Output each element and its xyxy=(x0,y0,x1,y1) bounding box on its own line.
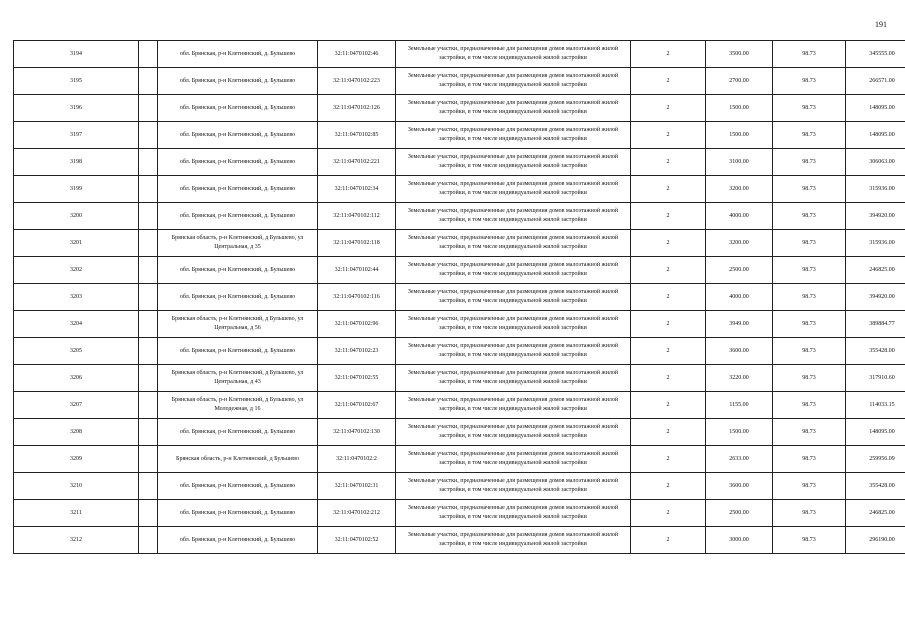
cell-group: 2 xyxy=(631,473,706,500)
cell-group: 2 xyxy=(631,176,706,203)
cell-row-number: 3195 xyxy=(14,68,139,95)
cell-address: Брянская область, р-н Клетнянский, д Бульшево xyxy=(158,446,318,473)
table-row xyxy=(14,257,905,284)
cell-row-number: 3206 xyxy=(14,365,139,392)
cell-group: 2 xyxy=(631,203,706,230)
cell-cadastral-value: 355428.00 xyxy=(846,338,905,365)
cell-address: обл. Брянская, р-н Клетнянский, д. Бульшево xyxy=(158,284,318,311)
cell-permitted-use: Земельные участки, предназначенные для размещения домов малоэтажной жилой застройки, в том числе индивидуальной жилой застройки xyxy=(396,203,631,230)
cell-specific-value: 98.73 xyxy=(773,68,846,95)
cell-spacer xyxy=(139,311,158,338)
cell-specific-value: 98.73 xyxy=(773,311,846,338)
cell-cadastral-value: 148095.00 xyxy=(846,95,905,122)
cell-permitted-use: Земельные участки, предназначенные для размещения домов малоэтажной жилой застройки, в том числе индивидуальной жилой застройки xyxy=(396,473,631,500)
cell-cadastral-value: 306063.00 xyxy=(846,149,905,176)
cell-group: 2 xyxy=(631,284,706,311)
cell-specific-value: 98.73 xyxy=(773,527,846,554)
cell-spacer xyxy=(139,149,158,176)
cell-cadastral-number: 32:11:0470102:34 xyxy=(318,176,396,203)
cell-spacer xyxy=(139,473,158,500)
cell-row-number: 3202 xyxy=(14,257,139,284)
cell-specific-value: 98.73 xyxy=(773,257,846,284)
cell-cadastral-number: 32:11:0470102:55 xyxy=(318,365,396,392)
cell-spacer xyxy=(139,230,158,257)
cell-cadastral-value: 148095.00 xyxy=(846,122,905,149)
cell-area: 1155.00 xyxy=(706,392,773,419)
cell-permitted-use: Земельные участки, предназначенные для размещения домов малоэтажной жилой застройки, в том числе индивидуальной жилой застройки xyxy=(396,230,631,257)
cell-cadastral-value: 148095.00 xyxy=(846,419,905,446)
cell-spacer xyxy=(139,527,158,554)
cell-area: 2633.00 xyxy=(706,446,773,473)
cell-address: обл. Брянская, р-н Клетнянский, д. Бульшево xyxy=(158,203,318,230)
cell-cadastral-number: 32:11:0470102:118 xyxy=(318,230,396,257)
cell-cadastral-value: 355428.00 xyxy=(846,473,905,500)
cell-permitted-use: Земельные участки, предназначенные для размещения домов малоэтажной жилой застройки, в том числе индивидуальной жилой застройки xyxy=(396,311,631,338)
cell-area: 3100.00 xyxy=(706,149,773,176)
cell-spacer xyxy=(139,176,158,203)
cell-cadastral-number: 32:11:0470102:130 xyxy=(318,419,396,446)
cell-group: 2 xyxy=(631,257,706,284)
cell-address: обл. Брянская, р-н Клетнянский, д. Бульшево xyxy=(158,95,318,122)
cell-permitted-use: Земельные участки, предназначенные для размещения домов малоэтажной жилой застройки, в том числе индивидуальной жилой застройки xyxy=(396,284,631,311)
cell-address: Брянская область, р-н Клетнянский, д Бульшево, ул Молодежная, д 16 xyxy=(158,392,318,419)
table-row xyxy=(14,338,905,365)
cell-cadastral-value: 315936.00 xyxy=(846,176,905,203)
cell-cadastral-value: 246825.00 xyxy=(846,500,905,527)
cell-permitted-use: Земельные участки, предназначенные для размещения домов малоэтажной жилой застройки, в том числе индивидуальной жилой застройки xyxy=(396,176,631,203)
cell-cadastral-number: 32:11:0470102:212 xyxy=(318,500,396,527)
cell-spacer xyxy=(139,500,158,527)
cell-cadastral-number: 32:11:0470102:223 xyxy=(318,68,396,95)
table-row xyxy=(14,473,905,500)
cell-area: 3200.00 xyxy=(706,176,773,203)
cell-specific-value: 98.73 xyxy=(773,446,846,473)
cell-spacer xyxy=(139,257,158,284)
cell-cadastral-number: 32:11:0470102:67 xyxy=(318,392,396,419)
cell-group: 2 xyxy=(631,311,706,338)
cell-group: 2 xyxy=(631,527,706,554)
cell-cadastral-value: 394920.00 xyxy=(846,284,905,311)
cell-group: 2 xyxy=(631,95,706,122)
cell-row-number: 3208 xyxy=(14,419,139,446)
cell-spacer xyxy=(139,95,158,122)
cell-permitted-use: Земельные участки, предназначенные для размещения домов малоэтажной жилой застройки, в том числе индивидуальной жилой застройки xyxy=(396,149,631,176)
cell-row-number: 3212 xyxy=(14,527,139,554)
cell-spacer xyxy=(139,122,158,149)
cell-address: обл. Брянская, р-н Клетнянский, д. Бульшево xyxy=(158,338,318,365)
cell-spacer xyxy=(139,338,158,365)
cell-cadastral-number: 32:11:0470102:31 xyxy=(318,473,396,500)
page-number: 191 xyxy=(875,20,887,29)
cell-specific-value: 98.73 xyxy=(773,176,846,203)
cell-cadastral-value: 345555.00 xyxy=(846,41,905,68)
cell-cadastral-number: 32:11:0470102:85 xyxy=(318,122,396,149)
cell-area: 1500.00 xyxy=(706,122,773,149)
cell-address: обл. Брянская, р-н Клетнянский, д. Бульшево xyxy=(158,149,318,176)
table-row xyxy=(14,392,905,419)
cell-area: 1500.00 xyxy=(706,95,773,122)
cell-spacer xyxy=(139,365,158,392)
cell-cadastral-number: 32:11:0470102:221 xyxy=(318,149,396,176)
cell-permitted-use: Земельные участки, предназначенные для размещения домов малоэтажной жилой застройки, в том числе индивидуальной жилой застройки xyxy=(396,446,631,473)
table-row xyxy=(14,284,905,311)
cell-area: 3949.00 xyxy=(706,311,773,338)
cell-cadastral-value: 394920.00 xyxy=(846,203,905,230)
cell-area: 4000.00 xyxy=(706,284,773,311)
cell-permitted-use: Земельные участки, предназначенные для размещения домов малоэтажной жилой застройки, в том числе индивидуальной жилой застройки xyxy=(396,41,631,68)
cell-area: 4000.00 xyxy=(706,203,773,230)
cell-specific-value: 98.73 xyxy=(773,500,846,527)
table-row xyxy=(14,311,905,338)
cell-group: 2 xyxy=(631,122,706,149)
cell-cadastral-number: 32:11:0470102:126 xyxy=(318,95,396,122)
cell-specific-value: 98.73 xyxy=(773,338,846,365)
cell-row-number: 3211 xyxy=(14,500,139,527)
cell-address: обл. Брянская, р-н Клетнянский, д. Бульшево xyxy=(158,176,318,203)
table-row xyxy=(14,149,905,176)
cell-cadastral-value: 317910.60 xyxy=(846,365,905,392)
cell-specific-value: 98.73 xyxy=(773,365,846,392)
cadastral-value-table xyxy=(13,40,905,554)
cell-spacer xyxy=(139,41,158,68)
cell-row-number: 3201 xyxy=(14,230,139,257)
table-row xyxy=(14,365,905,392)
table-body xyxy=(14,41,905,554)
cell-row-number: 3209 xyxy=(14,446,139,473)
cell-permitted-use: Земельные участки, предназначенные для размещения домов малоэтажной жилой застройки, в том числе индивидуальной жилой застройки xyxy=(396,392,631,419)
cell-group: 2 xyxy=(631,500,706,527)
cell-group: 2 xyxy=(631,41,706,68)
cell-cadastral-number: 32:11:0470102:23 xyxy=(318,338,396,365)
table-row xyxy=(14,230,905,257)
cell-spacer xyxy=(139,68,158,95)
cell-row-number: 3210 xyxy=(14,473,139,500)
cell-row-number: 3200 xyxy=(14,203,139,230)
cell-cadastral-value: 114033.15 xyxy=(846,392,905,419)
cell-cadastral-number: 32:11:0470102:112 xyxy=(318,203,396,230)
cell-row-number: 3204 xyxy=(14,311,139,338)
cell-specific-value: 98.73 xyxy=(773,230,846,257)
cell-row-number: 3194 xyxy=(14,41,139,68)
cell-cadastral-value: 389884.77 xyxy=(846,311,905,338)
cell-specific-value: 98.73 xyxy=(773,122,846,149)
table-row xyxy=(14,203,905,230)
cell-specific-value: 98.73 xyxy=(773,473,846,500)
cell-area: 2700.00 xyxy=(706,68,773,95)
cell-permitted-use: Земельные участки, предназначенные для размещения домов малоэтажной жилой застройки, в том числе индивидуальной жилой застройки xyxy=(396,95,631,122)
cell-address: Брянская область, р-н Клетнянский, д Бульшево, ул Центральная, д 35 xyxy=(158,230,318,257)
cell-cadastral-value: 315936.00 xyxy=(846,230,905,257)
cell-group: 2 xyxy=(631,446,706,473)
cell-permitted-use: Земельные участки, предназначенные для размещения домов малоэтажной жилой застройки, в том числе индивидуальной жилой застройки xyxy=(396,527,631,554)
cell-group: 2 xyxy=(631,338,706,365)
cell-area: 3220.00 xyxy=(706,365,773,392)
table-row xyxy=(14,68,905,95)
cell-specific-value: 98.73 xyxy=(773,419,846,446)
cell-cadastral-value: 296190.00 xyxy=(846,527,905,554)
cell-spacer xyxy=(139,284,158,311)
cell-spacer xyxy=(139,419,158,446)
cell-area: 2500.00 xyxy=(706,257,773,284)
cell-specific-value: 98.73 xyxy=(773,41,846,68)
cell-specific-value: 98.73 xyxy=(773,392,846,419)
table-row xyxy=(14,41,905,68)
cell-area: 2500.00 xyxy=(706,500,773,527)
table-row xyxy=(14,500,905,527)
cell-permitted-use: Земельные участки, предназначенные для размещения домов малоэтажной жилой застройки, в том числе индивидуальной жилой застройки xyxy=(396,122,631,149)
cell-area: 3600.00 xyxy=(706,473,773,500)
cell-cadastral-number: 32:11:0470102:52 xyxy=(318,527,396,554)
cell-group: 2 xyxy=(631,230,706,257)
table-row xyxy=(14,122,905,149)
cell-cadastral-number: 32:11:0470102:2 xyxy=(318,446,396,473)
table-row xyxy=(14,446,905,473)
cell-address: обл. Брянская, р-н Клетнянский, д. Бульшево xyxy=(158,122,318,149)
cell-permitted-use: Земельные участки, предназначенные для размещения домов малоэтажной жилой застройки, в том числе индивидуальной жилой застройки xyxy=(396,68,631,95)
cell-address: обл. Брянская, р-н Клетнянский, д. Бульшево xyxy=(158,500,318,527)
cell-cadastral-number: 32:11:0470102:46 xyxy=(318,41,396,68)
table-row xyxy=(14,419,905,446)
cell-row-number: 3196 xyxy=(14,95,139,122)
table-row xyxy=(14,176,905,203)
cell-area: 1500.00 xyxy=(706,419,773,446)
cell-address: обл. Брянская, р-н Клетнянский, д. Бульшево xyxy=(158,473,318,500)
cell-permitted-use: Земельные участки, предназначенные для размещения домов малоэтажной жилой застройки, в том числе индивидуальной жилой застройки xyxy=(396,338,631,365)
cell-address: Брянская область, р-н Клетнянский, д Бульшево, ул Центральная, д 43 xyxy=(158,365,318,392)
cell-group: 2 xyxy=(631,68,706,95)
cell-row-number: 3198 xyxy=(14,149,139,176)
cell-address: обл. Брянская, р-н Клетнянский, д. Бульшево xyxy=(158,419,318,446)
cell-address: обл. Брянская, р-н Клетнянский, д. Бульшево xyxy=(158,41,318,68)
cell-permitted-use: Земельные участки, предназначенные для размещения домов малоэтажной жилой застройки, в том числе индивидуальной жилой застройки xyxy=(396,419,631,446)
cell-spacer xyxy=(139,392,158,419)
cell-cadastral-value: 259956.09 xyxy=(846,446,905,473)
cell-spacer xyxy=(139,203,158,230)
cell-cadastral-number: 32:11:0470102:44 xyxy=(318,257,396,284)
cell-cadastral-number: 32:11:0470102:116 xyxy=(318,284,396,311)
cell-area: 3200.00 xyxy=(706,230,773,257)
cell-row-number: 3207 xyxy=(14,392,139,419)
cell-permitted-use: Земельные участки, предназначенные для размещения домов малоэтажной жилой застройки, в том числе индивидуальной жилой застройки xyxy=(396,500,631,527)
table-row xyxy=(14,95,905,122)
cell-row-number: 3197 xyxy=(14,122,139,149)
cell-specific-value: 98.73 xyxy=(773,149,846,176)
cell-address: обл. Брянская, р-н Клетнянский, д. Бульшево xyxy=(158,68,318,95)
cell-group: 2 xyxy=(631,365,706,392)
cell-specific-value: 98.73 xyxy=(773,284,846,311)
cell-permitted-use: Земельные участки, предназначенные для размещения домов малоэтажной жилой застройки, в том числе индивидуальной жилой застройки xyxy=(396,365,631,392)
cell-group: 2 xyxy=(631,419,706,446)
cell-cadastral-value: 246825.00 xyxy=(846,257,905,284)
cell-area: 3500.00 xyxy=(706,41,773,68)
cell-area: 3000.00 xyxy=(706,527,773,554)
cell-row-number: 3199 xyxy=(14,176,139,203)
cell-row-number: 3203 xyxy=(14,284,139,311)
cell-area: 3600.00 xyxy=(706,338,773,365)
cell-spacer xyxy=(139,446,158,473)
cell-specific-value: 98.73 xyxy=(773,203,846,230)
table-row xyxy=(14,527,905,554)
cell-row-number: 3205 xyxy=(14,338,139,365)
cell-specific-value: 98.73 xyxy=(773,95,846,122)
cell-group: 2 xyxy=(631,149,706,176)
cell-cadastral-value: 266571.00 xyxy=(846,68,905,95)
cell-address: Брянская область, р-н Клетнянский, д Бульшево, ул Центральная, д 56 xyxy=(158,311,318,338)
cell-group: 2 xyxy=(631,392,706,419)
cell-permitted-use: Земельные участки, предназначенные для размещения домов малоэтажной жилой застройки, в том числе индивидуальной жилой застройки xyxy=(396,257,631,284)
cell-address: обл. Брянская, р-н Клетнянский, д. Бульшево xyxy=(158,527,318,554)
cell-address: обл. Брянская, р-н Клетнянский, д. Бульшево xyxy=(158,257,318,284)
cell-cadastral-number: 32:11:0470102:96 xyxy=(318,311,396,338)
